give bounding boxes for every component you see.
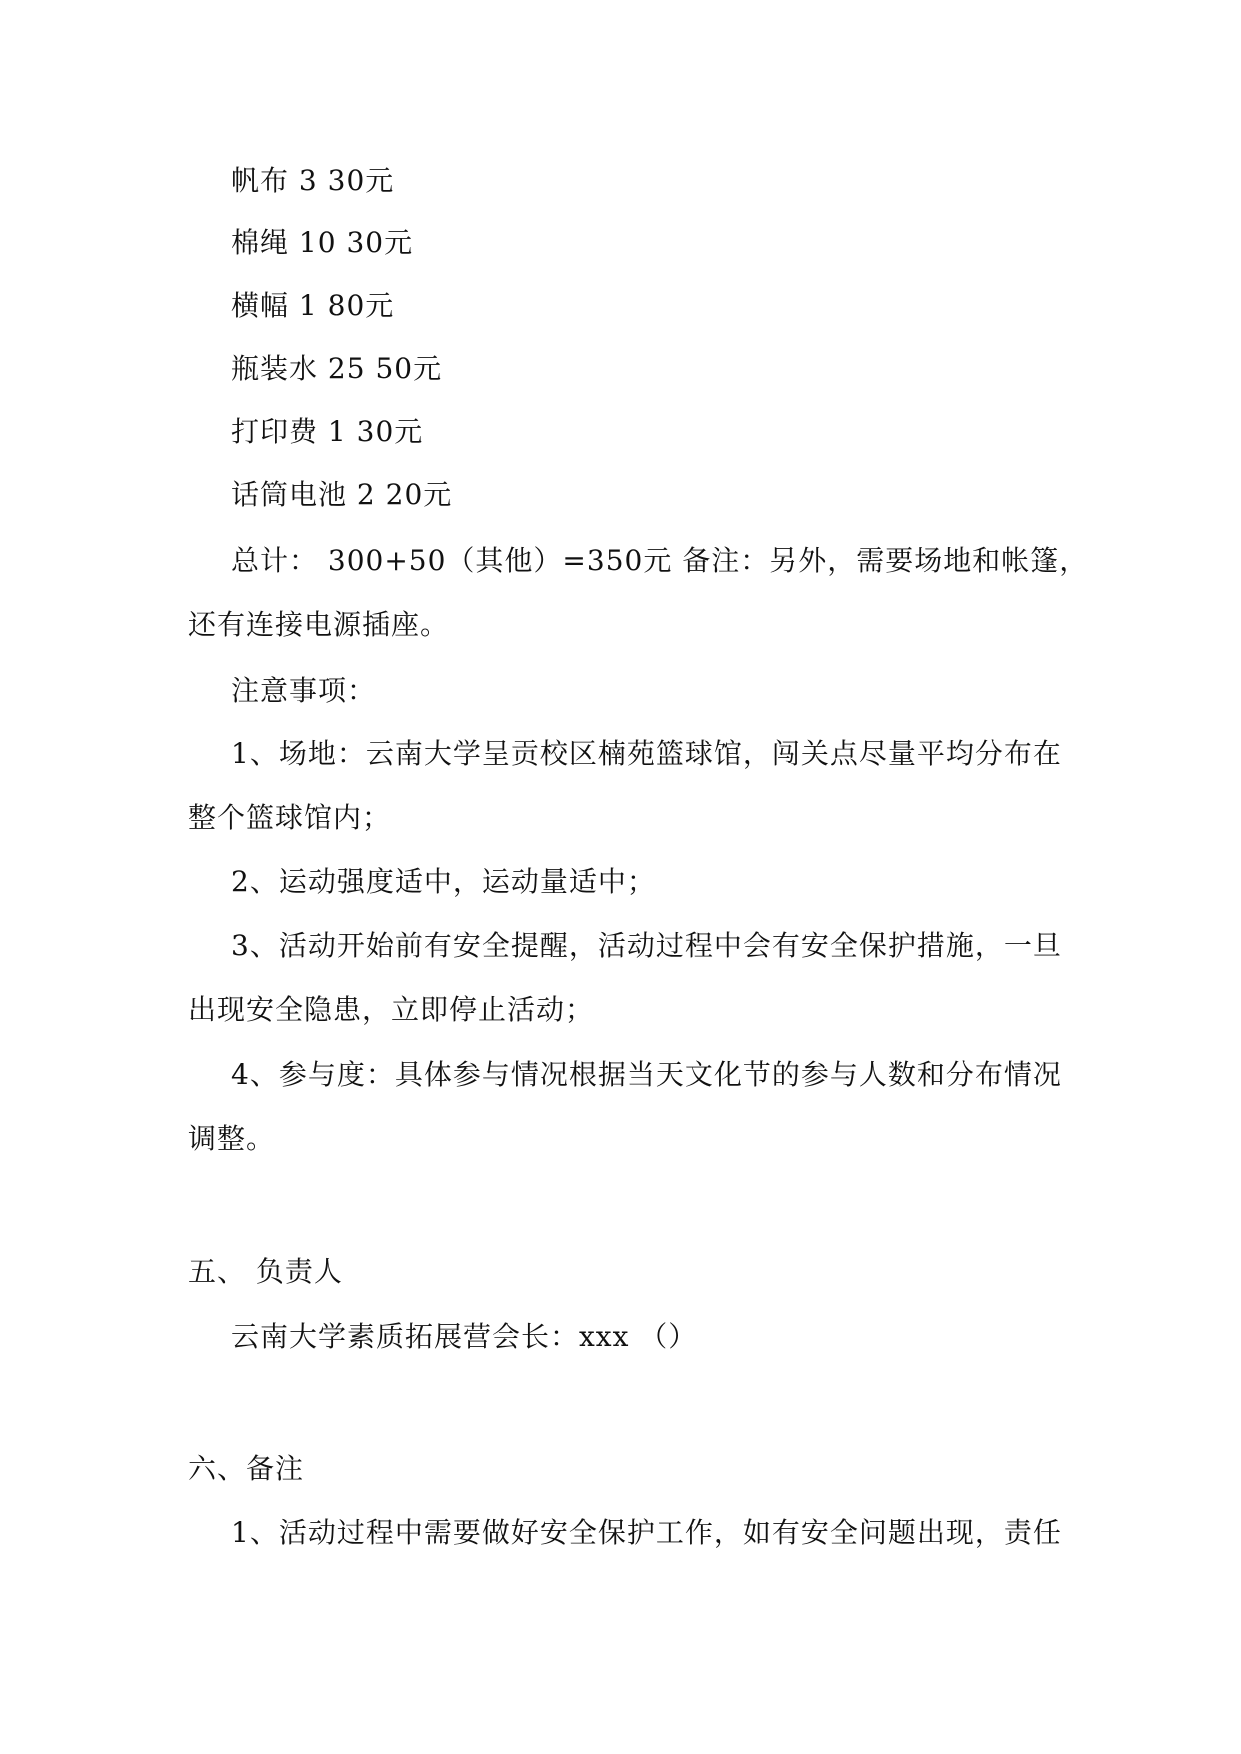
budget-item-banner <box>231 288 394 324</box>
item-name: 话筒电池 <box>231 478 348 511</box>
section-5-heading: 五、 负责人 <box>188 1255 343 1288</box>
note-1-continued: 整个篮球馆内； <box>188 801 392 834</box>
note-2: 2、运动强度适中，运动量适中； <box>231 865 656 898</box>
item-name: 棉绳 <box>231 226 290 259</box>
total-line-continued: 还有连接电源插座。 <box>188 608 450 641</box>
note-3-continued: 出现安全隐患，立即停止活动； <box>188 993 595 1026</box>
item-price: 20元 <box>385 478 453 511</box>
item-name: 瓶装水 <box>231 352 319 385</box>
note-3: 3、活动开始前有安全提醒，活动过程中会有安全保护措施，一旦 <box>231 929 1062 962</box>
item-qty: 25 <box>327 352 366 385</box>
note-4-continued: 调整。 <box>188 1122 276 1155</box>
item-name: 帆布 <box>231 164 290 197</box>
budget-item-water <box>231 351 442 387</box>
item-qty: 1 <box>298 289 318 322</box>
item-qty: 10 <box>298 226 337 259</box>
item-qty: 2 <box>356 478 376 511</box>
item-price: 50元 <box>375 352 443 385</box>
budget-item-printing <box>231 414 423 450</box>
item-price: 30元 <box>356 415 424 448</box>
item-price: 30元 <box>346 226 414 259</box>
item-price: 30元 <box>327 164 395 197</box>
budget-item-canvas <box>231 163 394 199</box>
note-4: 4、参与度：具体参与情况根据当天文化节的参与人数和分布情况 <box>231 1058 1062 1091</box>
item-qty: 3 <box>298 164 318 197</box>
item-name: 打印费 <box>231 415 319 448</box>
section-5-person: 云南大学素质拓展营会长：xxx （） <box>231 1320 698 1353</box>
notes-heading: 注意事项： <box>231 674 377 707</box>
note-1: 1、场地：云南大学呈贡校区楠苑篮球馆，闯关点尽量平均分布在 <box>231 737 1062 770</box>
section-6-heading: 六、备注 <box>188 1452 305 1485</box>
section-6-item-1: 1、活动过程中需要做好安全保护工作，如有安全问题出现，责任 <box>231 1516 1062 1549</box>
item-price: 80元 <box>327 289 395 322</box>
item-qty: 1 <box>327 415 347 448</box>
budget-item-mic-battery <box>231 477 452 513</box>
total-line: 总计： 300+50（其他）=350元 备注：另外，需要场地和帐篷， <box>231 544 1089 577</box>
item-name: 横幅 <box>231 289 290 322</box>
budget-item-rope <box>231 225 413 261</box>
